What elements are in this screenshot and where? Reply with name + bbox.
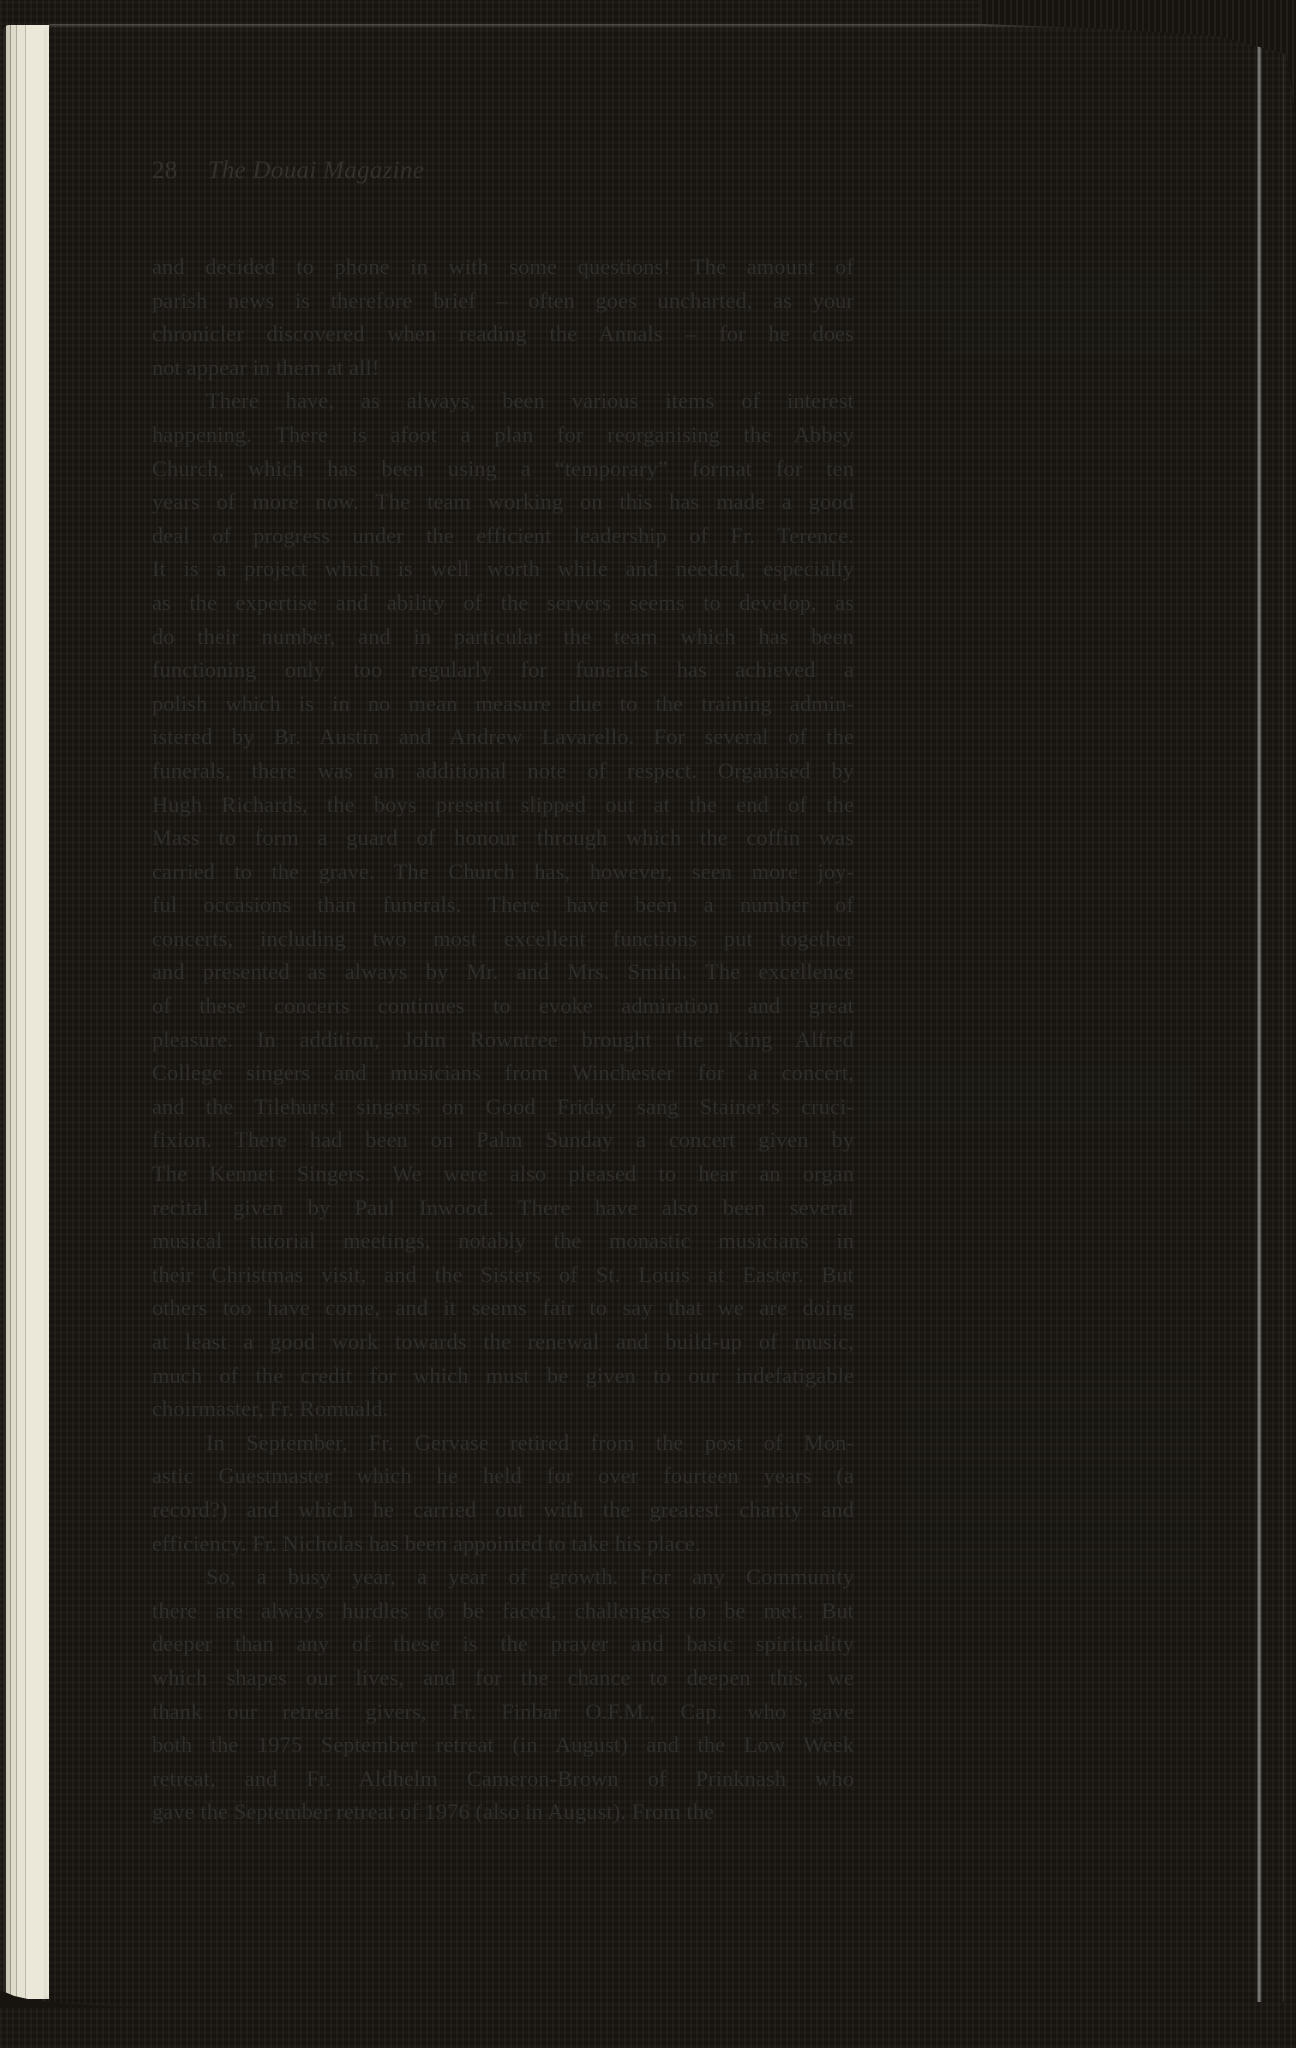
text-line: and presented as always by Mr. and Mrs. Smith. The excellence: [152, 959, 854, 985]
text-line: musical tutorial meetings, notably the monastic musicians in: [152, 1228, 854, 1254]
text-line: not appear in them at all!: [152, 354, 380, 380]
text-line: polish which is in no mean measure due to the training admin-: [152, 690, 854, 716]
text-line: at least a good work towards the renewal and build-up of music,: [152, 1329, 854, 1354]
text-line: carried to the grave. The Church has, however, seen more joy-: [152, 858, 854, 884]
running-head: [152, 156, 854, 186]
show-through-smudge: [944, 324, 1204, 354]
text-line: istered by Br. Austin and Andrew Lavarello. For several of the: [152, 724, 854, 750]
text-line: others too have come, and it seems fair to say that we are doing: [152, 1295, 854, 1321]
page-number: 28: [152, 157, 178, 184]
text-line: do their number, and in particular the team which has been: [152, 623, 854, 649]
text-line: and the Tilehurst singers on Good Friday sang Stainer’s cruci-: [152, 1093, 854, 1119]
text-line: Mass to form a guard of honour through which the coffin was: [152, 825, 854, 851]
text-line: Church, which has been using a “temporary” format for ten: [152, 455, 854, 481]
text-line: choirmaster, Fr. Romuald.: [152, 1396, 389, 1422]
show-through-smudge: [864, 1064, 1194, 1124]
text-line: as the expertise and ability of the servers seems to develop, as: [152, 589, 854, 615]
running-title: The Douai Magazine: [207, 157, 425, 184]
text-line: There have, as always, been various items of interest: [206, 388, 854, 414]
text-line: gave the September retreat of 1976 (also in August). From the: [152, 1799, 715, 1825]
text-line: their Christmas visit, and the Sisters of St. Louis at Easter. But: [152, 1261, 854, 1287]
text-line: It is a project which is well worth while and needed, especially: [152, 556, 854, 582]
show-through-smudge: [904, 1354, 1204, 1584]
text-line: In September, Fr. Gervase retired from the post of Mon-: [206, 1429, 854, 1455]
text-line: So, a busy year, a year of growth. For any Community: [206, 1564, 854, 1590]
text-line: The Kennet Singers. We were also pleased to hear an organ: [152, 1161, 854, 1187]
text-line: funerals, there was an additional note of respect. Organised by: [152, 757, 854, 783]
text-line: years of more now. The team working on this has made a good: [152, 489, 854, 515]
paragraph: [152, 1426, 854, 1560]
page-content: [152, 24, 854, 2002]
text-block: [152, 250, 854, 1829]
text-line: parish news is therefore brief – often goes uncharted, as your: [152, 287, 854, 313]
text-line: thank our retreat givers, Fr. Finbar O.F.M., Cap. who gave: [152, 1698, 854, 1724]
text-line: Hugh Richards, the boys present slipped out at the end of the: [152, 791, 854, 817]
text-line: there are always hurdles to be faced, challenges to be met. But: [152, 1597, 854, 1623]
text-line: recital given by Paul Inwood. There have also been several: [152, 1194, 854, 1220]
text-line: deeper than any of these is the prayer and basic spirituality: [152, 1631, 854, 1657]
text-line: ful occasions than funerals. There have been a number of: [152, 892, 854, 918]
show-through-smudge: [894, 272, 1214, 312]
text-line: efficiency. Fr. Nicholas has been appointed to take his place.: [152, 1530, 701, 1556]
text-line: concerts, including two most excellent functions put together: [152, 925, 854, 951]
text-line: both the 1975 September retreat (in August) and the Low Week: [152, 1732, 854, 1758]
text-line: of these concerts continues to evoke admiration and great: [152, 993, 854, 1019]
text-line: happening. There is afoot a plan for reorganising the Abbey: [152, 421, 854, 447]
text-line: fixion. There had been on Palm Sunday a concert given by: [152, 1127, 854, 1153]
scan-page: [44, 24, 1284, 2002]
text-line: College singers and musicians from Winchester for a concert,: [152, 1060, 854, 1086]
text-line: pleasure. In addition, John Rowntree brought the King Alfred: [152, 1026, 854, 1052]
text-line: record?) and which he carried out with the greatest charity and: [152, 1496, 854, 1522]
text-line: much of the credit for which must be given to our indefatigable: [152, 1362, 854, 1388]
page-stack-edge: [3, 25, 49, 1999]
paragraph: [152, 384, 854, 1425]
text-line: chronicler discovered when reading the Annals – for he does: [152, 321, 854, 347]
text-line: retreat, and Fr. Aldhelm Cameron-Brown of Prinknash who: [152, 1765, 854, 1791]
paragraph: [152, 250, 854, 384]
text-line: deal of progress under the efficient leadership of Fr. Terence.: [152, 522, 854, 548]
text-line: which shapes our lives, and for the chance to deepen this, we: [152, 1664, 854, 1690]
text-line: and decided to phone in with some questions! The amount of: [152, 254, 854, 279]
text-line: astic Guestmaster which he held for over fourteen years (a: [152, 1463, 854, 1489]
paragraph: [152, 1560, 854, 1829]
text-line: functioning only too regularly for funerals has achieved a: [152, 657, 854, 683]
